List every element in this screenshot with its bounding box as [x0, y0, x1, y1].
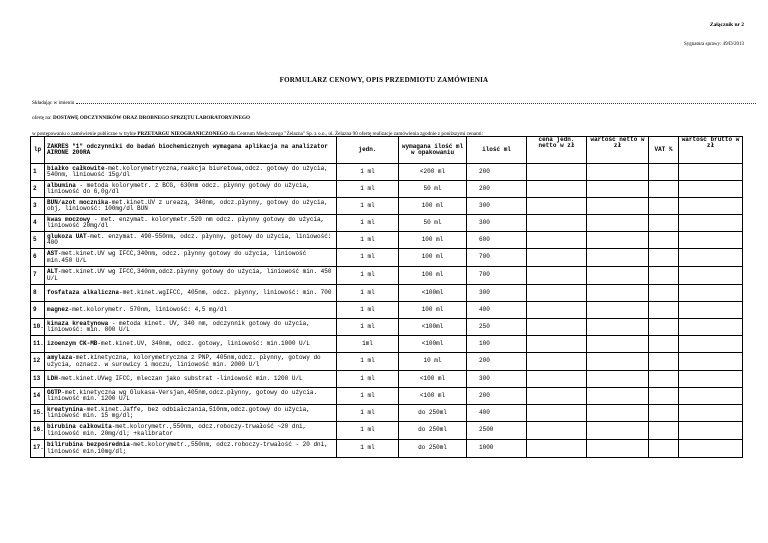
row-unit-price	[527, 422, 587, 440]
reagent-name: AST	[47, 250, 58, 258]
row-number: 14	[31, 388, 45, 405]
row-unit: 1 ml	[337, 440, 399, 458]
row-unit-price	[527, 164, 587, 181]
reagent-name: GGTP	[47, 388, 62, 396]
fill-in-dotted-line	[76, 99, 756, 104]
row-unit: 1 ml	[337, 198, 399, 215]
row-required-volume: 100 ml	[399, 249, 467, 267]
row-unit-price	[527, 285, 587, 302]
row-quantity: 250	[467, 319, 527, 336]
table-row	[31, 285, 743, 302]
reagent-description	[45, 405, 337, 422]
row-unit: 1 ml	[337, 405, 399, 422]
row-number: 16.	[31, 422, 45, 440]
row-gross-value	[679, 440, 743, 458]
reagent-description	[45, 267, 337, 285]
reagent-description	[45, 215, 337, 232]
row-gross-value	[679, 232, 743, 249]
row-vat	[649, 353, 679, 371]
row-quantity: 100	[467, 336, 527, 353]
reagent-spec: - met. enzymat. kolorymetr.520 nm odcz. płynny gotowy do użycia, liniowość 20mg/dl	[47, 215, 325, 229]
row-vat	[649, 371, 679, 388]
header-net-value: wartość netto w zł	[587, 137, 649, 164]
case-reference: Sygnatura sprawy: 49/D/2013	[684, 42, 744, 47]
table-header-row	[31, 137, 743, 164]
table-row	[31, 249, 743, 267]
row-unit: 1 ml	[337, 232, 399, 249]
row-unit: 1 ml	[337, 164, 399, 181]
row-required-volume: <100ml	[399, 319, 467, 336]
reagent-spec: -met.kinet.UV wg IFCC,340nm,odcz.płynny gotowy do użycia, liniowość min. 450 U/L	[47, 268, 332, 282]
row-required-volume: do 250ml	[399, 440, 467, 458]
reagent-spec: -met.kinet.wgIFCC, 405nm, odcz. płynny, liniowość: min. 700	[119, 288, 332, 296]
row-unit: 1 ml	[337, 353, 399, 371]
reagent-name: izoenzym CK-MB	[47, 339, 98, 347]
row-net-value	[587, 215, 649, 232]
row-net-value	[587, 336, 649, 353]
row-net-value	[587, 388, 649, 405]
row-vat	[649, 405, 679, 422]
row-required-volume: 100 ml	[399, 232, 467, 249]
reagent-name: kwas moczowy	[47, 215, 91, 223]
reagent-spec: - metoda kolorymetr. z BCG, 630nm odcz. płynny gotowy do użycia, liniowość do 6,0g/dl	[47, 181, 310, 195]
row-gross-value	[679, 302, 743, 319]
row-required-volume: do 250ml	[399, 422, 467, 440]
table-row	[31, 440, 743, 458]
row-net-value	[587, 181, 649, 198]
row-gross-value	[679, 336, 743, 353]
reagent-description	[45, 164, 337, 181]
row-quantity: 700	[467, 267, 527, 285]
row-quantity: 1000	[467, 440, 527, 458]
reagent-description	[45, 249, 337, 267]
row-net-value	[587, 422, 649, 440]
page-title: FORMULARZ CENOWY, OPIS PRZEDMIOTU ZAMÓWIENIA	[279, 76, 489, 84]
submitter-line	[32, 99, 756, 106]
reagent-spec: -met.kolorymetr.,550nm, odcz.roboczy-trwałość - 20 dni, liniowość min.10mg/dl;	[47, 441, 328, 455]
row-gross-value	[679, 198, 743, 215]
row-unit: 1 ml	[337, 181, 399, 198]
header-scope: ZAKRES "1" odczynniki do badań biochemicznych wymagana aplikacja na analizator AIRONE 200RA	[45, 137, 337, 164]
row-required-volume: <100 ml	[399, 371, 467, 388]
row-gross-value	[679, 422, 743, 440]
row-number: 8	[31, 285, 45, 302]
reagent-spec: -met.kolorymetr.,550nm, odcz.roboczy-trwałość ~20 dni, liniowość min. 20mg/dl; +kalibrator	[47, 423, 307, 437]
reagent-description	[45, 285, 337, 302]
reagent-spec: -met.kinetyczna wg Glukasa-Versjan,405nm,odcz.płynny, gotowy do użycia. liniowość min. 1200 U/L	[47, 388, 318, 402]
row-unit: 1ml	[337, 336, 399, 353]
header-unit-price: cena jedn. netto w zł	[527, 137, 587, 164]
reagent-name: amylaza	[47, 354, 73, 362]
reagent-name: fosfataza alkaliczna	[47, 288, 120, 296]
reagent-spec: -met.kinet.Jaffe, bez odbiałczania,510nm,odcz.gotowy do użycia, liniowość min. 15 mg/dl;	[47, 405, 310, 419]
row-vat	[649, 302, 679, 319]
row-gross-value	[679, 371, 743, 388]
row-number: 1	[31, 164, 45, 181]
row-quantity: 200	[467, 388, 527, 405]
row-unit-price	[527, 405, 587, 422]
row-unit-price	[527, 267, 587, 285]
row-number: 11.	[31, 336, 45, 353]
row-vat	[649, 285, 679, 302]
row-number: 12	[31, 353, 45, 371]
row-required-volume: 100 ml	[399, 198, 467, 215]
row-gross-value	[679, 267, 743, 285]
row-unit: 1 ml	[337, 215, 399, 232]
row-quantity: 200	[467, 164, 527, 181]
reagent-spec: -met.kinet.UV z ureazą, 340nm, odcz.płynny, gotowy do użycia, obj, liniowość: 100mg/dl BUN	[47, 198, 328, 212]
row-gross-value	[679, 181, 743, 198]
reagent-description	[45, 440, 337, 458]
row-unit-price	[527, 319, 587, 336]
row-net-value	[587, 405, 649, 422]
row-net-value	[587, 353, 649, 371]
row-quantity: 600	[467, 232, 527, 249]
attachment-label: Załącznik nr 2	[709, 22, 744, 28]
table-row	[31, 267, 743, 285]
procedure-suffix: dla Centrum Medycznego "Żelazna" Sp. z o.o., ul. Żelazna 90 ofertę realizacje zamówienia zgodnie z poniższymi cenami:	[227, 131, 484, 137]
row-unit-price	[527, 336, 587, 353]
header-quantity: ilość ml	[467, 137, 527, 164]
reagent-name: BUN/azot mocznika	[47, 198, 109, 206]
table-row	[31, 336, 743, 353]
row-vat	[649, 181, 679, 198]
row-gross-value	[679, 405, 743, 422]
row-quantity: 200	[467, 181, 527, 198]
header-lp: lp	[31, 137, 45, 164]
row-net-value	[587, 319, 649, 336]
row-vat	[649, 164, 679, 181]
reagent-spec: -met.kinet.UVwg IFCC, mleczan jako substrat -liniowość min. 1200 U/L	[57, 374, 303, 382]
row-required-volume: <100ml	[399, 336, 467, 353]
row-net-value	[587, 198, 649, 215]
row-quantity: 300	[467, 371, 527, 388]
row-unit-price	[527, 232, 587, 249]
reagent-name: glukoza UAT	[47, 232, 87, 240]
row-vat	[649, 336, 679, 353]
offer-subject: DOSTAWĘ ODCZYNNIKÓW ORAZ DROBNEGO SPRZĘTU LABORATORYJNEGO	[53, 115, 251, 121]
row-gross-value	[679, 353, 743, 371]
reagent-description	[45, 422, 337, 440]
row-number: 15.	[31, 405, 45, 422]
reagent-description	[45, 353, 337, 371]
row-quantity: 400	[467, 405, 527, 422]
row-vat	[649, 319, 679, 336]
table-row	[31, 405, 743, 422]
reagent-spec: -met.kolorymetr. 570nm, liniowość: 4,5 mg/dl	[68, 305, 228, 313]
row-number: 2	[31, 181, 45, 198]
row-unit: 1 ml	[337, 422, 399, 440]
reagent-name: LDH	[47, 374, 58, 382]
row-unit-price	[527, 198, 587, 215]
row-unit: 1 ml	[337, 267, 399, 285]
reagent-spec: -met.kinet.UV wg IFCC,340nm, odcz. płynny gotowy do użycia, liniowość min.450 U/L	[47, 250, 307, 264]
row-unit: 1 ml	[337, 319, 399, 336]
row-gross-value	[679, 388, 743, 405]
row-required-volume: 50 ml	[399, 181, 467, 198]
table-row	[31, 181, 743, 198]
row-unit: 1 ml	[337, 388, 399, 405]
reagent-spec: - metoda kinet. UV, 340 nm, odczynnik gotowy do użycia, liniowość: min. 800 U/L	[47, 319, 310, 333]
row-vat	[649, 232, 679, 249]
row-quantity: 300	[467, 198, 527, 215]
row-vat	[649, 198, 679, 215]
row-quantity: 300	[467, 215, 527, 232]
reagent-spec: -met.kinet.UV, 340nm, odcz. gotowy, liniowość: min.1000 U/L	[97, 339, 310, 347]
row-required-volume: 50 ml	[399, 215, 467, 232]
row-number: 7	[31, 267, 45, 285]
row-number: 9	[31, 302, 45, 319]
table-row	[31, 371, 743, 388]
row-net-value	[587, 440, 649, 458]
row-required-volume: <100ml	[399, 285, 467, 302]
table-row	[31, 198, 743, 215]
row-unit-price	[527, 181, 587, 198]
row-quantity: 300	[467, 285, 527, 302]
row-unit-price	[527, 215, 587, 232]
reagent-spec: -met.kinetyczna, kolorymetryczna z PNP, 405nm,odcz. płynny, gotowy do użycia, oznacz. w surowicy i moczu, liniowość min. 2000 U/l	[47, 354, 321, 368]
row-quantity: 200	[467, 353, 527, 371]
row-vat	[649, 388, 679, 405]
reagent-name: ALT	[47, 268, 58, 276]
row-unit-price	[527, 249, 587, 267]
reagent-description	[45, 371, 337, 388]
row-number: 3	[31, 198, 45, 215]
row-required-volume: do 250ml	[399, 405, 467, 422]
price-form-table	[30, 136, 743, 458]
header-vat: VAT %	[649, 137, 679, 164]
row-required-volume: 100 ml	[399, 267, 467, 285]
row-net-value	[587, 371, 649, 388]
table-row	[31, 232, 743, 249]
row-vat	[649, 440, 679, 458]
row-number: 5	[31, 232, 45, 249]
row-number: 10.	[31, 319, 45, 336]
reagent-name: białko całkowite	[47, 164, 105, 172]
row-unit-price	[527, 353, 587, 371]
row-net-value	[587, 267, 649, 285]
reagent-description	[45, 336, 337, 353]
procedure-mode: PRZETARGU NIEOGRANICZONEGO	[137, 131, 228, 137]
row-unit: 1 ml	[337, 302, 399, 319]
reagent-description	[45, 181, 337, 198]
row-number: 13	[31, 371, 45, 388]
row-net-value	[587, 302, 649, 319]
offer-prefix: ofertę na:	[32, 115, 54, 121]
row-unit: 1 ml	[337, 371, 399, 388]
submitter-label: Składając w imieniu	[32, 100, 75, 106]
table-row	[31, 353, 743, 371]
table-row	[31, 302, 743, 319]
row-required-volume: 10 ml	[399, 353, 467, 371]
row-gross-value	[679, 249, 743, 267]
row-unit: 1 ml	[337, 285, 399, 302]
row-required-volume: <100 ml	[399, 388, 467, 405]
row-gross-value	[679, 319, 743, 336]
row-unit-price	[527, 371, 587, 388]
row-net-value	[587, 249, 649, 267]
reagent-description	[45, 319, 337, 336]
row-net-value	[587, 164, 649, 181]
reagent-name: bilirubina bezpośrednia	[47, 441, 130, 449]
reagent-description	[45, 388, 337, 405]
row-unit-price	[527, 302, 587, 319]
row-quantity: 2500	[467, 422, 527, 440]
table-row	[31, 422, 743, 440]
row-net-value	[587, 285, 649, 302]
row-vat	[649, 267, 679, 285]
table-row	[31, 319, 743, 336]
row-gross-value	[679, 164, 743, 181]
row-number: 4	[31, 215, 45, 232]
table-row	[31, 164, 743, 181]
offer-line	[32, 115, 250, 121]
row-unit-price	[527, 440, 587, 458]
reagent-name: magnez	[47, 305, 69, 313]
reagent-description	[45, 232, 337, 249]
reagent-spec: -met. enzymat. 490-550nm, odcz. płynny, gotowy do użycia, liniowość: 400	[47, 232, 332, 246]
table-row	[31, 388, 743, 405]
row-required-volume: <200 ml	[399, 164, 467, 181]
row-number: 17.	[31, 440, 45, 458]
header-required-volume: wymagana ilość ml w opakowaniu	[399, 137, 467, 164]
row-gross-value	[679, 285, 743, 302]
row-unit: 1 ml	[337, 249, 399, 267]
row-required-volume: 100 ml	[399, 302, 467, 319]
reagent-name: birubina całkowita	[47, 423, 112, 431]
row-number: 6	[31, 249, 45, 267]
procedure-prefix: w postępowaniu o zamówienie publiczne w trybie	[32, 131, 138, 137]
row-quantity: 400	[467, 302, 527, 319]
table-row	[31, 215, 743, 232]
reagent-description	[45, 302, 337, 319]
reagent-name: albumina	[47, 181, 76, 189]
header-unit: jedn.	[337, 137, 399, 164]
reagent-name: kinaza kreatynowa	[47, 319, 109, 327]
reagent-spec: -met.kolorymetryczna,reakcja biuretowa,odcz. gotowy do użycia, 540nm, liniowość 15g/dl	[47, 164, 328, 178]
row-gross-value	[679, 215, 743, 232]
header-gross-value: wartość brutto w zł	[679, 137, 743, 164]
row-vat	[649, 215, 679, 232]
reagent-description	[45, 198, 337, 215]
row-net-value	[587, 232, 649, 249]
row-vat	[649, 249, 679, 267]
row-quantity: 700	[467, 249, 527, 267]
row-unit-price	[527, 388, 587, 405]
reagent-name: kreatynina	[47, 405, 84, 413]
row-vat	[649, 422, 679, 440]
